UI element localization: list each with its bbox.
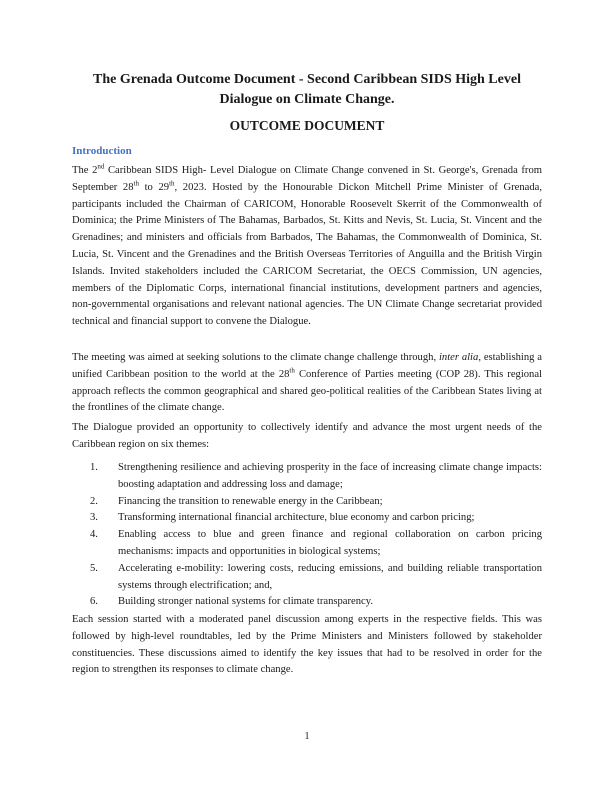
theme-item: 6. Building stronger national systems for climate transparency. — [90, 596, 373, 608]
theme-item: 2. Financing the transition to renewable energy in the Caribbean; — [90, 495, 383, 507]
document-subtitle: OUTCOME DOCUMENT — [229, 118, 385, 133]
themes-list — [90, 460, 542, 611]
paragraph-meeting-aim: The meeting was aimed at seeking solutions to the climate change challenge through, inter alia, establishing a unified Caribbean position to the world at the 28th Conference of Parties meeting (COP 28). This regional approach reflects the common geographical and shared geo-political realities of the Caribbean States living at the frontlines of the climate change. — [72, 352, 542, 414]
page-number: 1 — [304, 731, 310, 742]
theme-item: 4. Enabling access to blue and green finance and regional collaboration on carbon pricing mechanisms: impacts and opportunities in biological systems; — [90, 529, 542, 557]
theme-item: 5. Accelerating e-mobility: lowering costs, reducing emissions, and building reliable transportation systems through electrification; and, — [90, 562, 542, 591]
document-title: The Grenada Outcome Document - Second Caribbean SIDS High Level Dialogue on Climate Change. — [93, 72, 521, 107]
paragraph-themes-intro: The Dialogue provided an opportunity to collectively identify and advance the most urgent needs of the Caribbean region on six themes: — [72, 422, 542, 450]
paragraph-intro: The 2nd Caribbean SIDS High- Level Dialogue on Climate Change convened in St. George's, Grenada from September 28th to 29th, 2023. Hosted by the Honourable Dickon Mitchell Prime Minister of Grenada, participants included the Chairman of CARICOM, Honorable Roosevelt Skerrit of the Commonwealth of Dominica; the Prime Ministers of The Bahamas, Barbados, St. Kitts and Nevis, St. Lucia, St. Vincent and the Grenadines; and ministers and officials from Barbados, The Bahamas, the Commonwealth of Dominica, St. Lucia, St. Vincent and the Grenadines and the British Overseas Territories of Anguilla and the British Virgin Islands. Invited stakeholders included the CARICOM Secretariat, the OECS Commission, UN agencies, members of the Diplomatic Corps, international financial institutions, development partners and agencies, non-governmental organisations and relevant national agencies. The UN Climate Change secretariat provided technical and financial support to convene the Dialogue. — [72, 162, 543, 328]
paragraph-sessions: Each session started with a moderated panel discussion among experts in the respective fields. This was followed by high-level roundtables, led by the Prime Ministers and Ministers followed by stakeholder constituencies. These discussions aimed to identify the key issues that had to be resolved in order for the region to strengthen its responses to climate change. — [72, 614, 542, 676]
theme-item: 1. Strengthening resilience and achieving prosperity in the face of increasing climate change impacts: boosting adaptation and addressing loss and damage; — [90, 462, 542, 490]
theme-item: 3. Transforming international financial architecture, blue economy and carbon pricing; — [90, 512, 475, 524]
section-heading-introduction: Introduction — [72, 145, 132, 157]
